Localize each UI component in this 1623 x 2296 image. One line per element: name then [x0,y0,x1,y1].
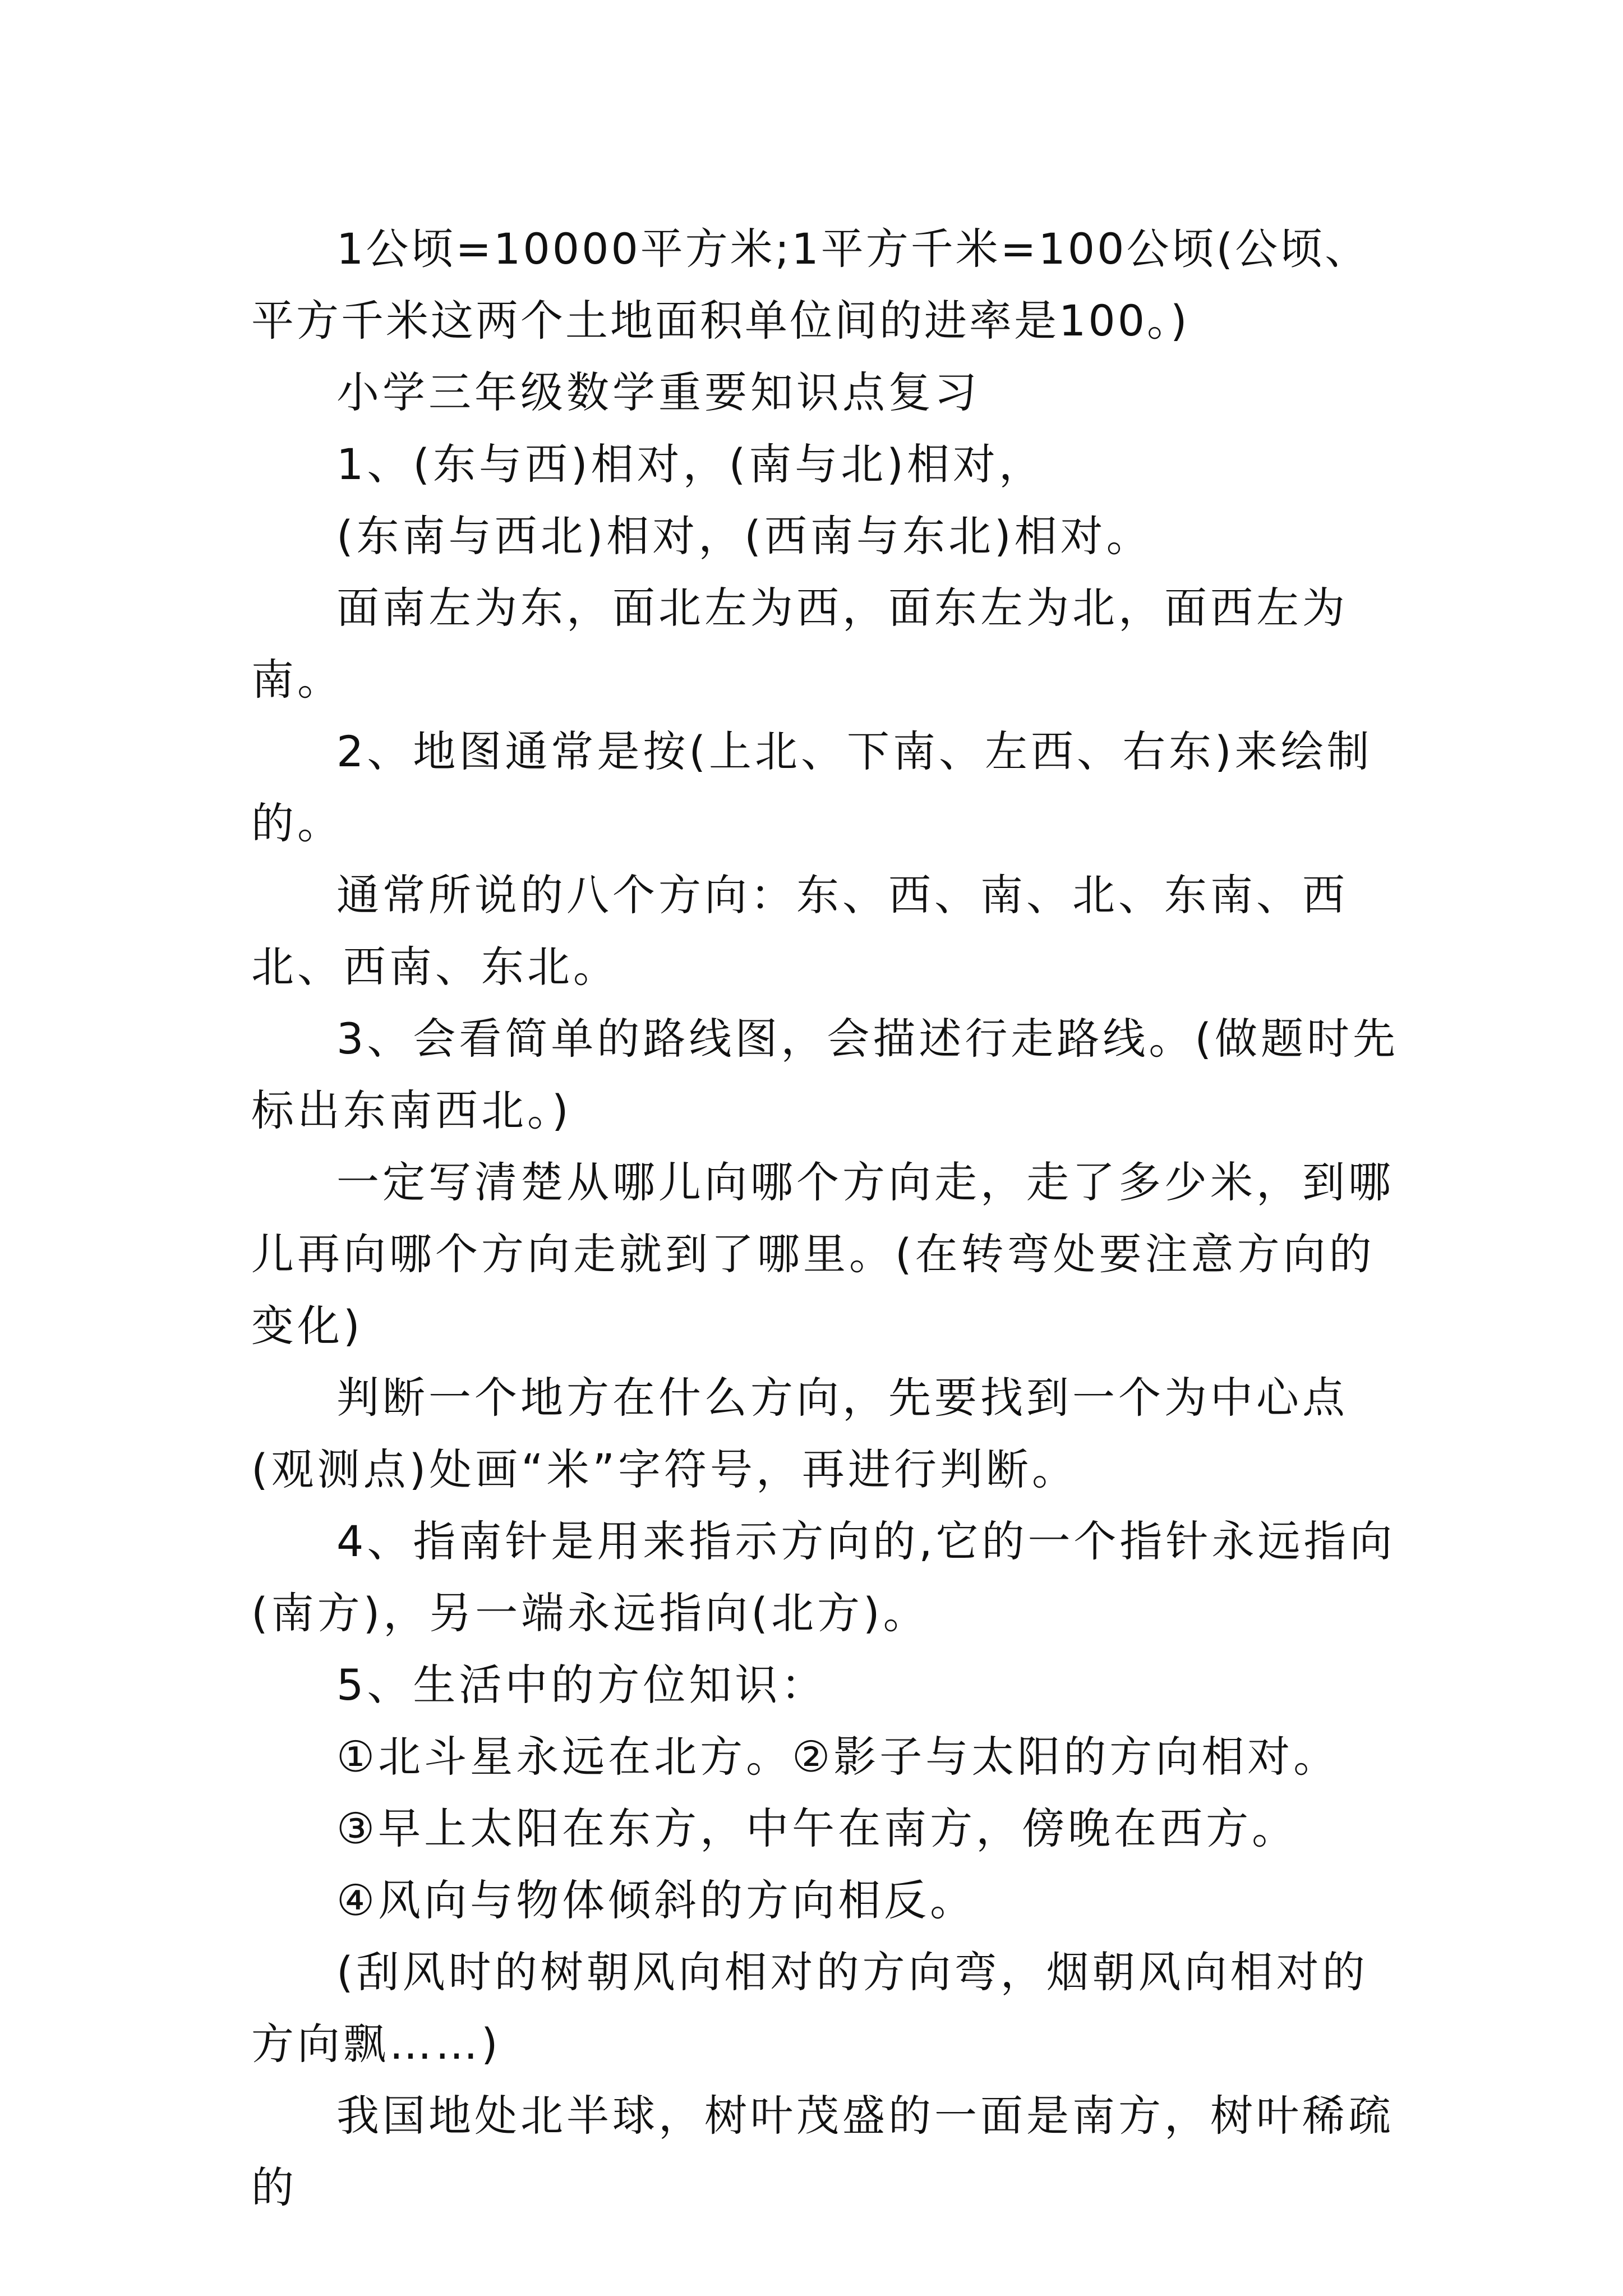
paragraph-judge-direction: 判断一个地方在什么方向，先要找到一个为中心点(观测点)处画“米”字符号，再进行判断。 [251,1373,1348,1494]
paragraph-wind-direction: ④风向与物体倾斜的方向相反。 [336,1875,976,1925]
paragraph-polaris-shadow: ①北斗星永远在北方。②影子与太阳的方向相对。 [336,1732,1340,1782]
paragraph-facing-rules: 面南左为东，面北左为西，面东左为北，面西左为南。 [251,583,1348,705]
paragraph-eight-directions: 通常所说的八个方向：东、西、南、北、东南、西北、西南、东北。 [251,870,1348,992]
paragraph-compass: 4、指南针是用来指示方向的,它的一个指针永远指向(南方)，另一端永远指向(北方)。 [251,1516,1396,1638]
paragraph-directions-1b: (东南与西北)相对，(西南与东北)相对。 [336,511,1152,561]
paragraph-wind-example: (刮风时的树朝风向相对的方向弯，烟朝风向相对的方向飘……) [251,1947,1368,2069]
paragraph-route-description: 一定写清楚从哪儿向哪个方向走，走了多少米，到哪儿再向哪个方向走就到了哪里。(在转弯处要注意方向的变化) [251,1157,1394,1351]
document-body [251,213,1407,2224]
paragraph-route-map: 3、会看简单的路线图，会描述行走路线。(做题时先标出东南西北。) [251,1014,1399,1135]
paragraph-section-title: 小学三年级数学重要知识点复习 [336,367,980,417]
paragraph-life-knowledge: 5、生活中的方位知识： [336,1660,827,1710]
paragraph-hectare-conversion: 1公顷=10000平方米;1平方千米=100公顷(公顷、平方千米这两个土地面积单位间的进率是100。) [251,224,1370,346]
paragraph-directions-1a: 1、(东与西)相对，(南与北)相对， [336,439,1045,489]
paragraph-sun-positions: ③早上太阳在东方，中午在南方，傍晚在西方。 [336,1803,1298,1853]
paragraph-map-convention: 2、地图通常是按(上北、下南、左西、右东)来绘制的。 [251,726,1373,848]
paragraph-northern-hemisphere: 我国地处北半球，树叶茂盛的一面是南方，树叶稀疏的 [251,2091,1394,2212]
